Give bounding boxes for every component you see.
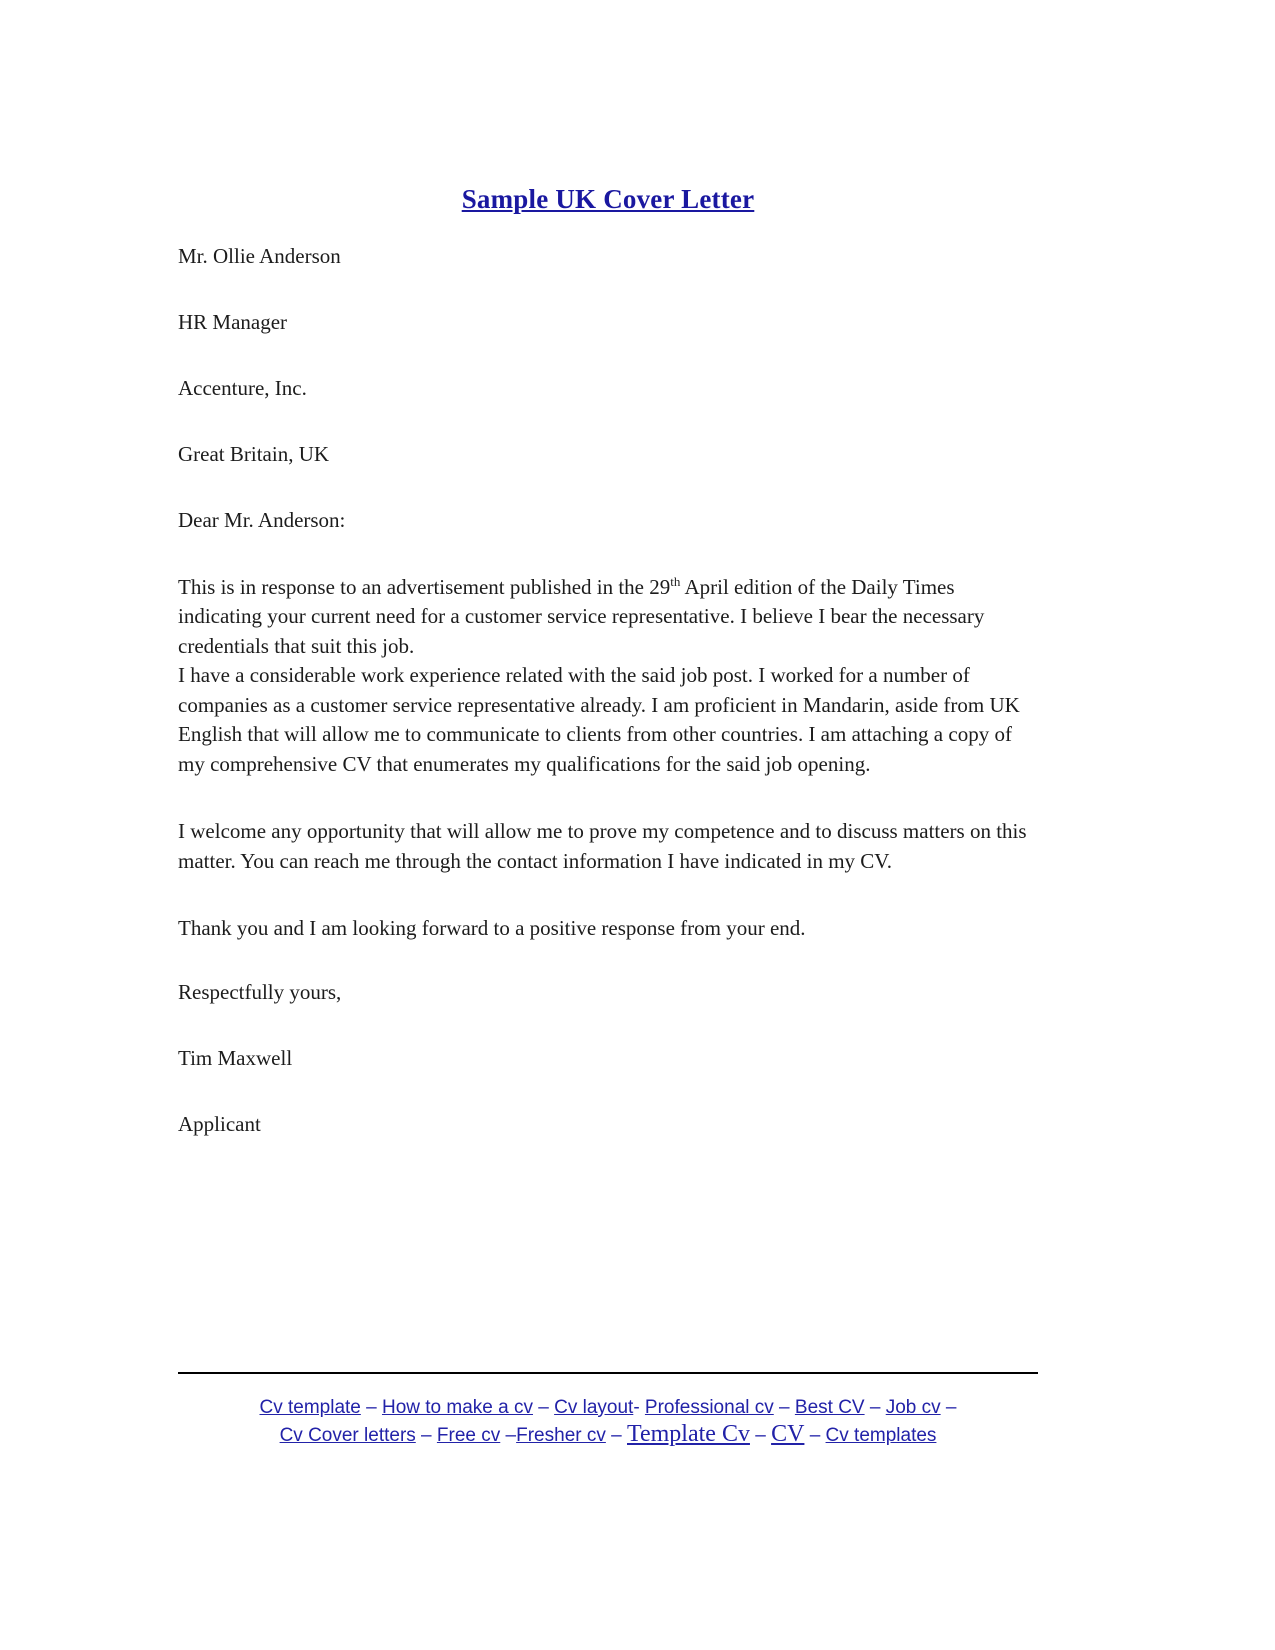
footer-link-row-1 — [178, 1394, 1038, 1421]
footer-link-cv[interactable]: CV — [771, 1421, 805, 1447]
valediction: Respectfully yours, — [178, 979, 342, 1004]
footer-link-cv-cover-letters[interactable]: Cv Cover letters — [279, 1425, 416, 1446]
paragraph-1-part-a: This is in response to an advertisement published in the 29 — [178, 574, 671, 599]
footer-link-how-to-make-a-cv[interactable]: How to make a cv — [381, 1397, 533, 1418]
recipient-country: Great Britain, UK — [178, 441, 330, 466]
recipient-address-block — [178, 243, 1038, 466]
footer-separator: – — [500, 1425, 517, 1446]
footer-divider — [178, 1372, 1038, 1374]
footer-separator: – — [360, 1397, 382, 1418]
footer — [178, 1372, 1038, 1449]
recipient-title: HR Manager — [178, 309, 288, 334]
recipient-name: Mr. Ollie Anderson — [178, 243, 341, 268]
paragraph-3: I welcome any opportunity that will allow me to prove my competence and to discuss matters on this matter. You can reach me through the contact information I have indicated in my CV. — [178, 819, 1027, 873]
footer-separator: - — [633, 1397, 645, 1418]
ordinal-suffix: th — [670, 573, 681, 589]
paragraph-4: Thank you and I am looking forward to a positive response from your end. — [178, 916, 806, 941]
footer-separator: – — [804, 1425, 826, 1446]
footer-link-row-2 — [178, 1421, 1038, 1449]
paragraph-1-part-b: April edition of the Daily Times indicating your current need for a customer service representative. I believe I bear the necessary credentials that suit this job. — [178, 574, 985, 658]
footer-link-free-cv[interactable]: Free cv — [436, 1425, 501, 1446]
paragraph-1 — [178, 573, 1038, 662]
footer-link-fresher-cv[interactable]: Fresher cv — [516, 1425, 606, 1446]
footer-link-bar — [178, 1394, 1038, 1449]
footer-separator: – — [749, 1425, 772, 1446]
footer-link-best-cv[interactable]: Best CV — [794, 1397, 865, 1418]
sender-role: Applicant — [178, 1111, 261, 1136]
footer-separator: – — [415, 1425, 437, 1446]
footer-link-cv-template[interactable]: Cv template — [259, 1397, 361, 1418]
footer-separator: – — [773, 1397, 795, 1418]
closing-block — [178, 979, 1038, 1136]
letter-paragraphs — [178, 573, 1038, 944]
page-title: Sample UK Cover Letter — [461, 184, 755, 214]
footer-separator: – — [532, 1397, 555, 1418]
footer-link-cv-templates[interactable]: Cv templates — [825, 1425, 937, 1446]
footer-separator: – — [940, 1397, 957, 1418]
footer-link-cv-layout[interactable]: Cv layout — [554, 1397, 634, 1418]
letter-body — [178, 0, 1038, 1135]
footer-link-professional-cv[interactable]: Professional cv — [644, 1397, 774, 1418]
paragraph-2: I have a considerable work experience related with the said job post. I worked for a number of companies as a customer service representative already. I am proficient in Mandarin, aside from UK English that will allow me to communicate to clients from other countries. I am attaching a copy of my comprehensive CV that enumerates my qualifications for the said job opening. — [178, 663, 1020, 776]
footer-separator: – — [605, 1425, 627, 1446]
sender-name: Tim Maxwell — [178, 1045, 293, 1070]
footer-separator: – — [864, 1397, 886, 1418]
salutation-line: Dear Mr. Anderson: — [178, 507, 346, 532]
footer-link-template-cv[interactable]: Template Cv — [627, 1421, 750, 1447]
recipient-company: Accenture, Inc. — [178, 375, 307, 400]
footer-link-job-cv[interactable]: Job cv — [885, 1397, 941, 1418]
